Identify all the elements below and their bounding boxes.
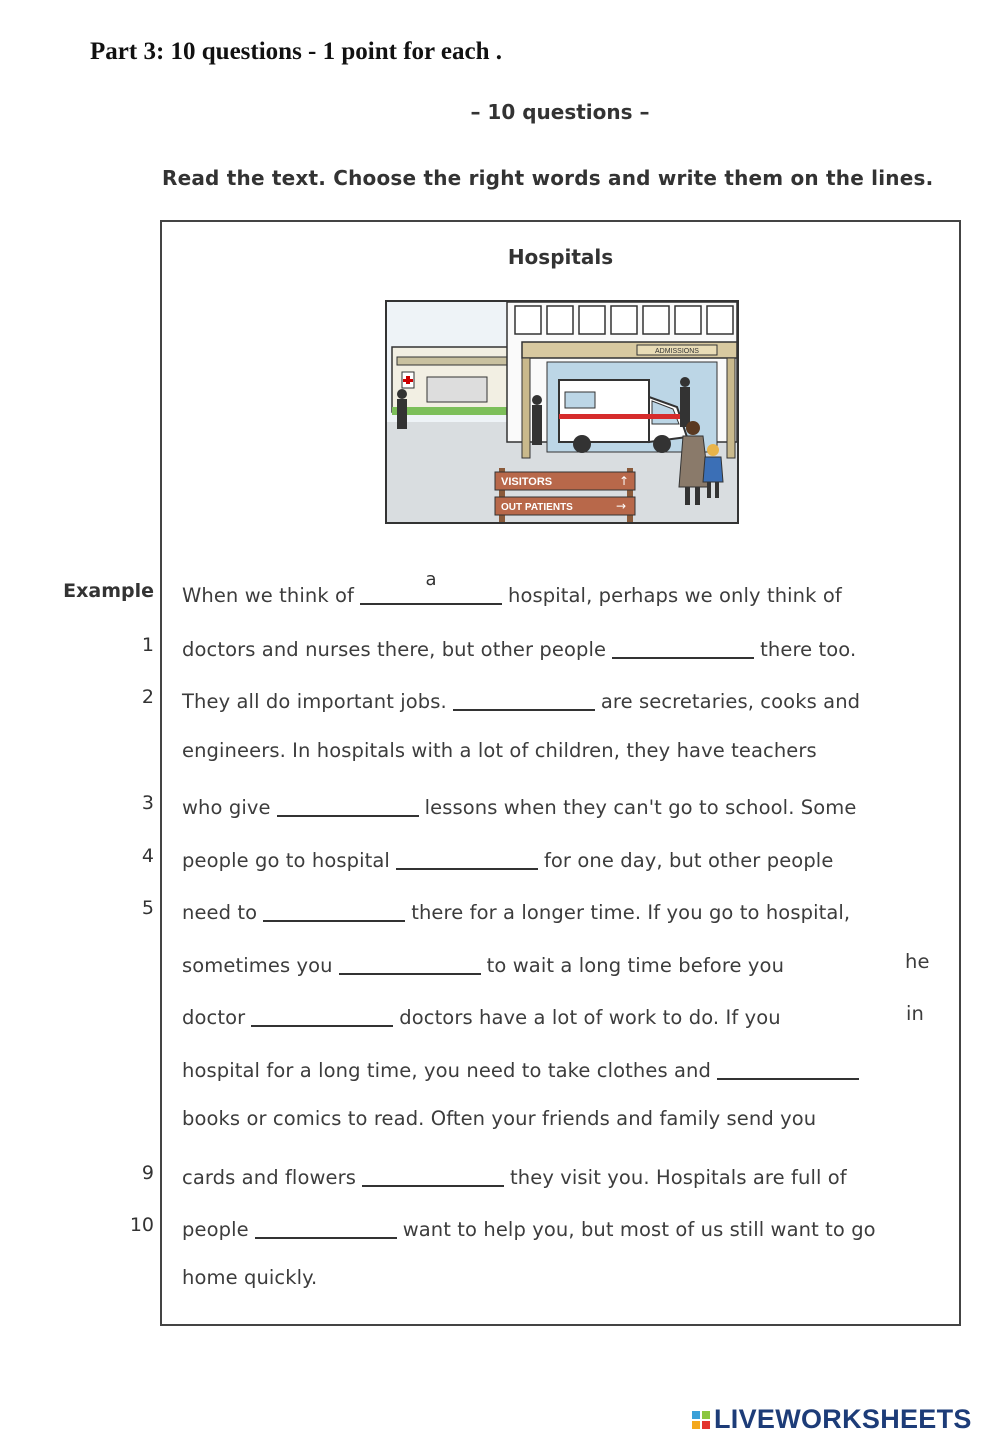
answer-blank-9[interactable] [362, 1165, 504, 1187]
question-number: 10 [129, 1214, 154, 1236]
reading-title: Hospitals [507, 245, 614, 269]
liveworksheets-logo-icon [692, 1411, 710, 1429]
questions-subtitle: – 10 questions – [470, 100, 650, 124]
text-segment: there too. [760, 638, 857, 661]
text-segment: lessons when they can't go to school. Some [424, 796, 857, 819]
text-line [182, 569, 842, 607]
text-segment: hospital for a long time, you need to take clothes and [182, 1059, 711, 1082]
question-number: 2 [141, 686, 154, 708]
text-segment: cards and flowers [182, 1166, 357, 1189]
answer-blank-5[interactable] [263, 900, 405, 922]
arrow-right-icon: → [616, 499, 627, 513]
text-line [182, 1055, 865, 1082]
text-line [182, 897, 850, 924]
answer-blank-4[interactable] [396, 848, 538, 870]
text-segment: for one day, but other people [543, 849, 834, 872]
liveworksheets-watermark [692, 1404, 972, 1435]
out-patients-sign: OUT PATIENTS [501, 502, 573, 513]
text-segment: hospital, perhaps we only think of [508, 584, 842, 607]
text-segment: doctor [182, 1006, 246, 1029]
text-line [182, 739, 817, 762]
answer-blank-2[interactable] [453, 689, 595, 711]
answer-blank-10[interactable] [255, 1217, 397, 1239]
text-line [182, 686, 860, 713]
text-line [182, 1266, 317, 1289]
text-line [182, 1214, 876, 1241]
text-segment: When we think of [182, 584, 355, 607]
answer-blank-7[interactable] [251, 1005, 393, 1027]
answer-blank-1[interactable] [612, 637, 754, 659]
text-segment: doctors have a lot of work to do. If you [399, 1006, 781, 1029]
question-number: 4 [141, 845, 154, 867]
text-segment: sometimes you [182, 954, 333, 977]
example-answer: a [425, 569, 437, 590]
text-line [182, 845, 833, 872]
text-segment: there for a longer time. If you go to hospital, [411, 901, 851, 924]
text-segment: home quickly. [182, 1266, 318, 1289]
text-segment: doctors and nurses there, but other people [182, 638, 607, 661]
text-segment: to wait a long time before you [486, 954, 785, 977]
text-segment: engineers. In hospitals with a lot of children, they have teachers [182, 739, 817, 762]
answer-blank-8[interactable] [717, 1058, 859, 1080]
question-number: 5 [141, 897, 154, 919]
text-segment: are secretaries, cooks and [600, 690, 861, 713]
text-segment: who give [182, 796, 271, 819]
text-segment: need to [182, 901, 258, 924]
admissions-sign: ADMISSIONS [655, 348, 699, 355]
part-title: Part 3: 10 questions - 1 point for each . [90, 38, 503, 65]
text-segment: books or comics to read. Often your friends and family send you [182, 1107, 817, 1130]
text-segment: they visit you. Hospitals are full of [510, 1166, 847, 1189]
text-line [182, 1107, 816, 1130]
hospital-illustration [385, 300, 739, 524]
text-segment: people go to hospital [182, 849, 390, 872]
text-segment: people [182, 1218, 249, 1241]
instruction-text: Read the text. Choose the right words and write them on the lines. [162, 166, 934, 190]
text-segment: They all do important jobs. [182, 690, 447, 713]
text-line [182, 634, 856, 661]
answer-blank-6[interactable] [339, 953, 481, 975]
text-fragment: in [906, 1002, 924, 1025]
example-blank [360, 569, 502, 605]
question-number: 3 [141, 792, 154, 814]
text-line [182, 1162, 847, 1189]
question-number: 9 [141, 1162, 154, 1184]
answer-blank-3[interactable] [277, 795, 419, 817]
example-label: Example [63, 580, 154, 602]
watermark-text: LIVEWORKSHEETS [714, 1404, 972, 1434]
text-line [182, 950, 784, 977]
text-line [182, 792, 857, 819]
text-fragment: he [905, 950, 930, 973]
question-number: 1 [141, 634, 154, 656]
text-line [182, 1002, 781, 1029]
arrow-up-icon: ↑ [619, 474, 630, 488]
text-segment: want to help you, but most of us still want to go [402, 1218, 876, 1241]
visitors-sign: VISITORS [501, 476, 553, 488]
